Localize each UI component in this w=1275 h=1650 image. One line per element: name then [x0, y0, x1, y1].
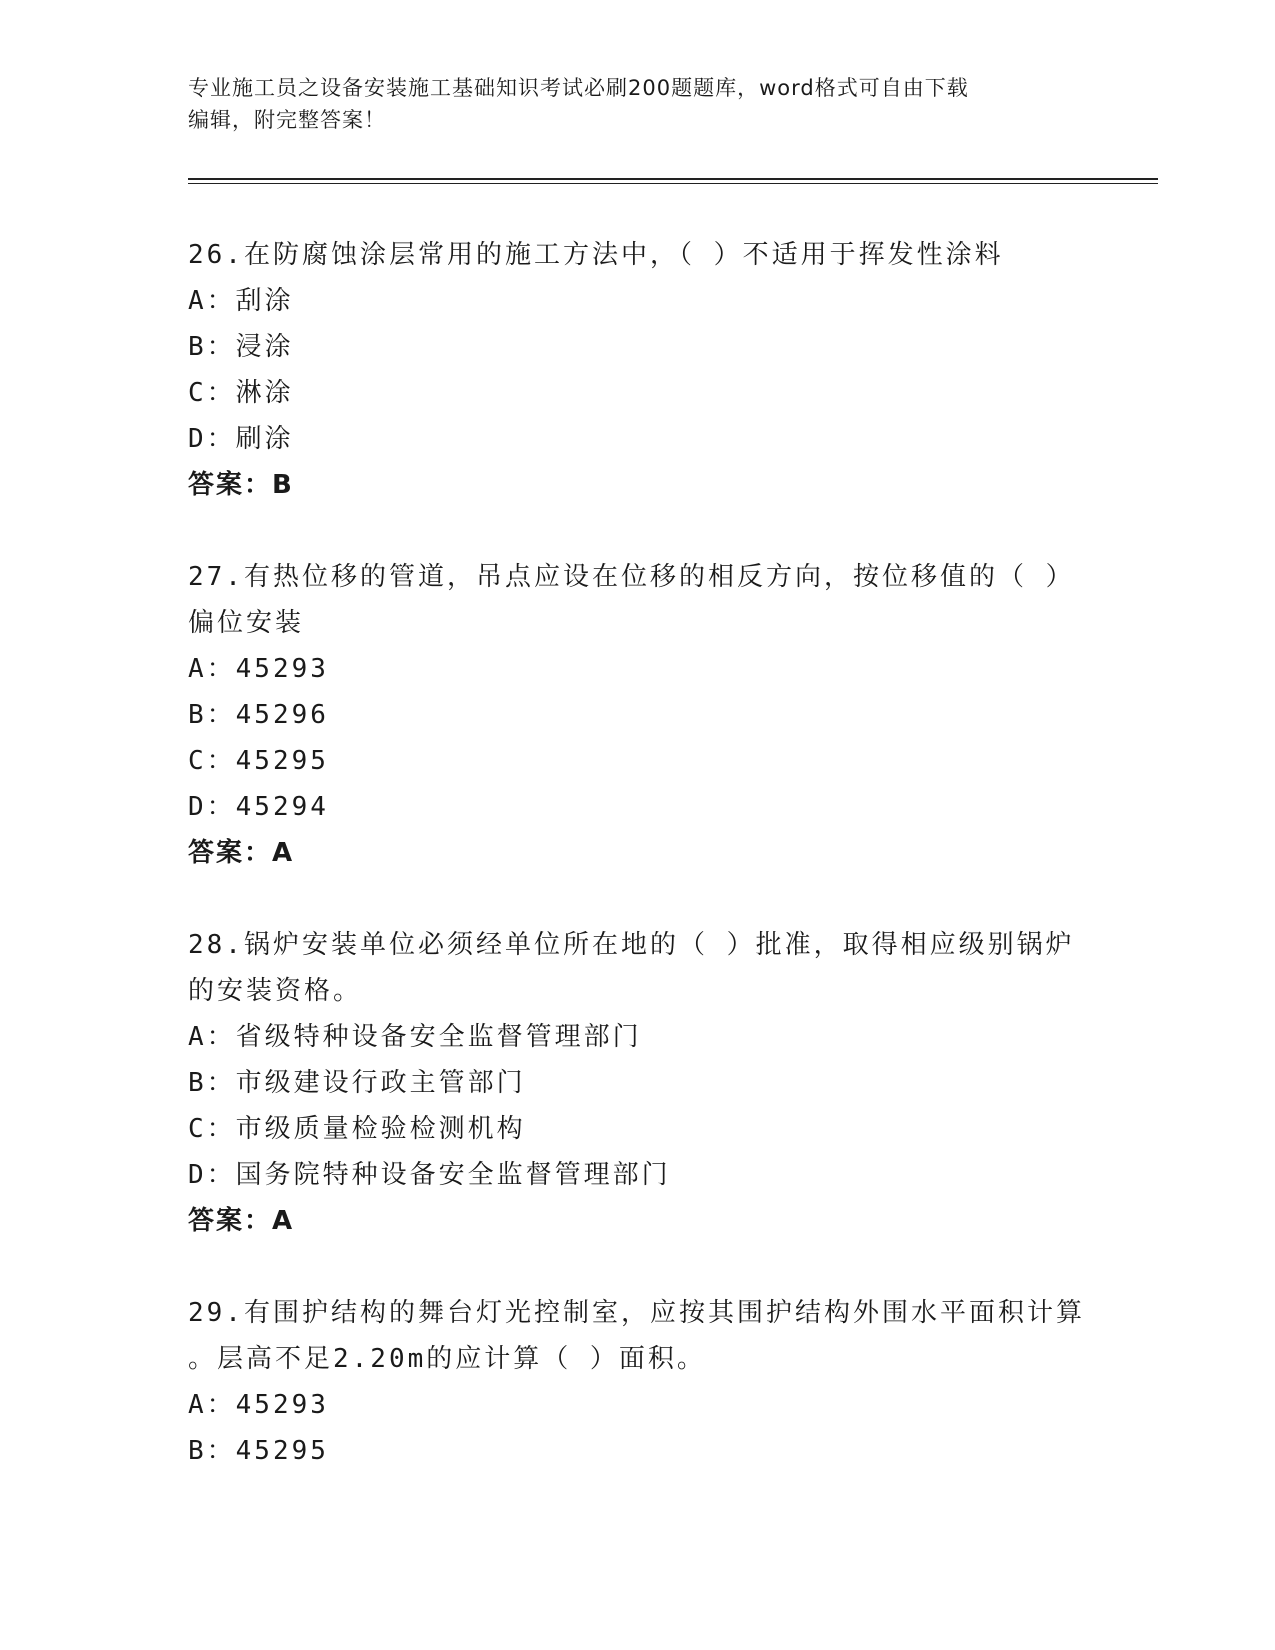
- question-stem-line-1: 28.锅炉安装单位必须经单位所在地的（ ）批准，取得相应级别锅炉: [188, 930, 1075, 960]
- question-stem-line-2: 。层高不足2.20m的应计算（ ）面积。: [188, 1344, 706, 1374]
- question-stem-line-1: 29.有围护结构的舞台灯光控制室，应按其围护结构外围水平面积计算: [188, 1298, 1085, 1328]
- question-26: [188, 232, 1088, 508]
- answer: 答案：B: [188, 470, 294, 500]
- question-28: [188, 922, 1088, 1244]
- question-stem-line-1: 27.有热位移的管道，吊点应设在位移的相反方向，按位移值的（ ）: [188, 562, 1075, 592]
- option-d: D：国务院特种设备安全监督管理部门: [188, 1160, 671, 1190]
- question-list: [188, 232, 1088, 1520]
- question-27: [188, 554, 1088, 876]
- option-c: C：45295: [188, 746, 329, 776]
- question-stem-line-2: 偏位安装: [188, 608, 305, 638]
- option-a: A：45293: [188, 654, 329, 684]
- answer: 答案：A: [188, 838, 295, 868]
- option-c: C：淋涂: [188, 378, 294, 408]
- option-d: D：刷涂: [188, 424, 294, 454]
- header-line-1: 专业施工员之设备安装施工基础知识考试必刷200题题库，word格式可自由下载: [188, 76, 969, 100]
- option-b: B：45295: [188, 1436, 329, 1466]
- header-rule-thin: [188, 183, 1158, 184]
- option-b: B：市级建设行政主管部门: [188, 1068, 526, 1098]
- option-a: A：45293: [188, 1390, 329, 1420]
- header-line-2: 编辑，附完整答案！: [188, 108, 386, 132]
- header-rule: [188, 178, 1158, 180]
- question-29: [188, 1290, 1088, 1474]
- option-a: A：省级特种设备安全监督管理部门: [188, 1022, 642, 1052]
- option-a: A：刮涂: [188, 286, 294, 316]
- option-d: D：45294: [188, 792, 329, 822]
- document-header: [188, 72, 1088, 136]
- question-stem-line-2: 的安装资格。: [188, 976, 363, 1006]
- option-b: B：45296: [188, 700, 329, 730]
- question-stem: 26.在防腐蚀涂层常用的施工方法中，（ ）不适用于挥发性涂料: [188, 240, 1004, 270]
- option-b: B：浸涂: [188, 332, 294, 362]
- option-c: C：市级质量检验检测机构: [188, 1114, 526, 1144]
- answer: 答案：A: [188, 1206, 295, 1236]
